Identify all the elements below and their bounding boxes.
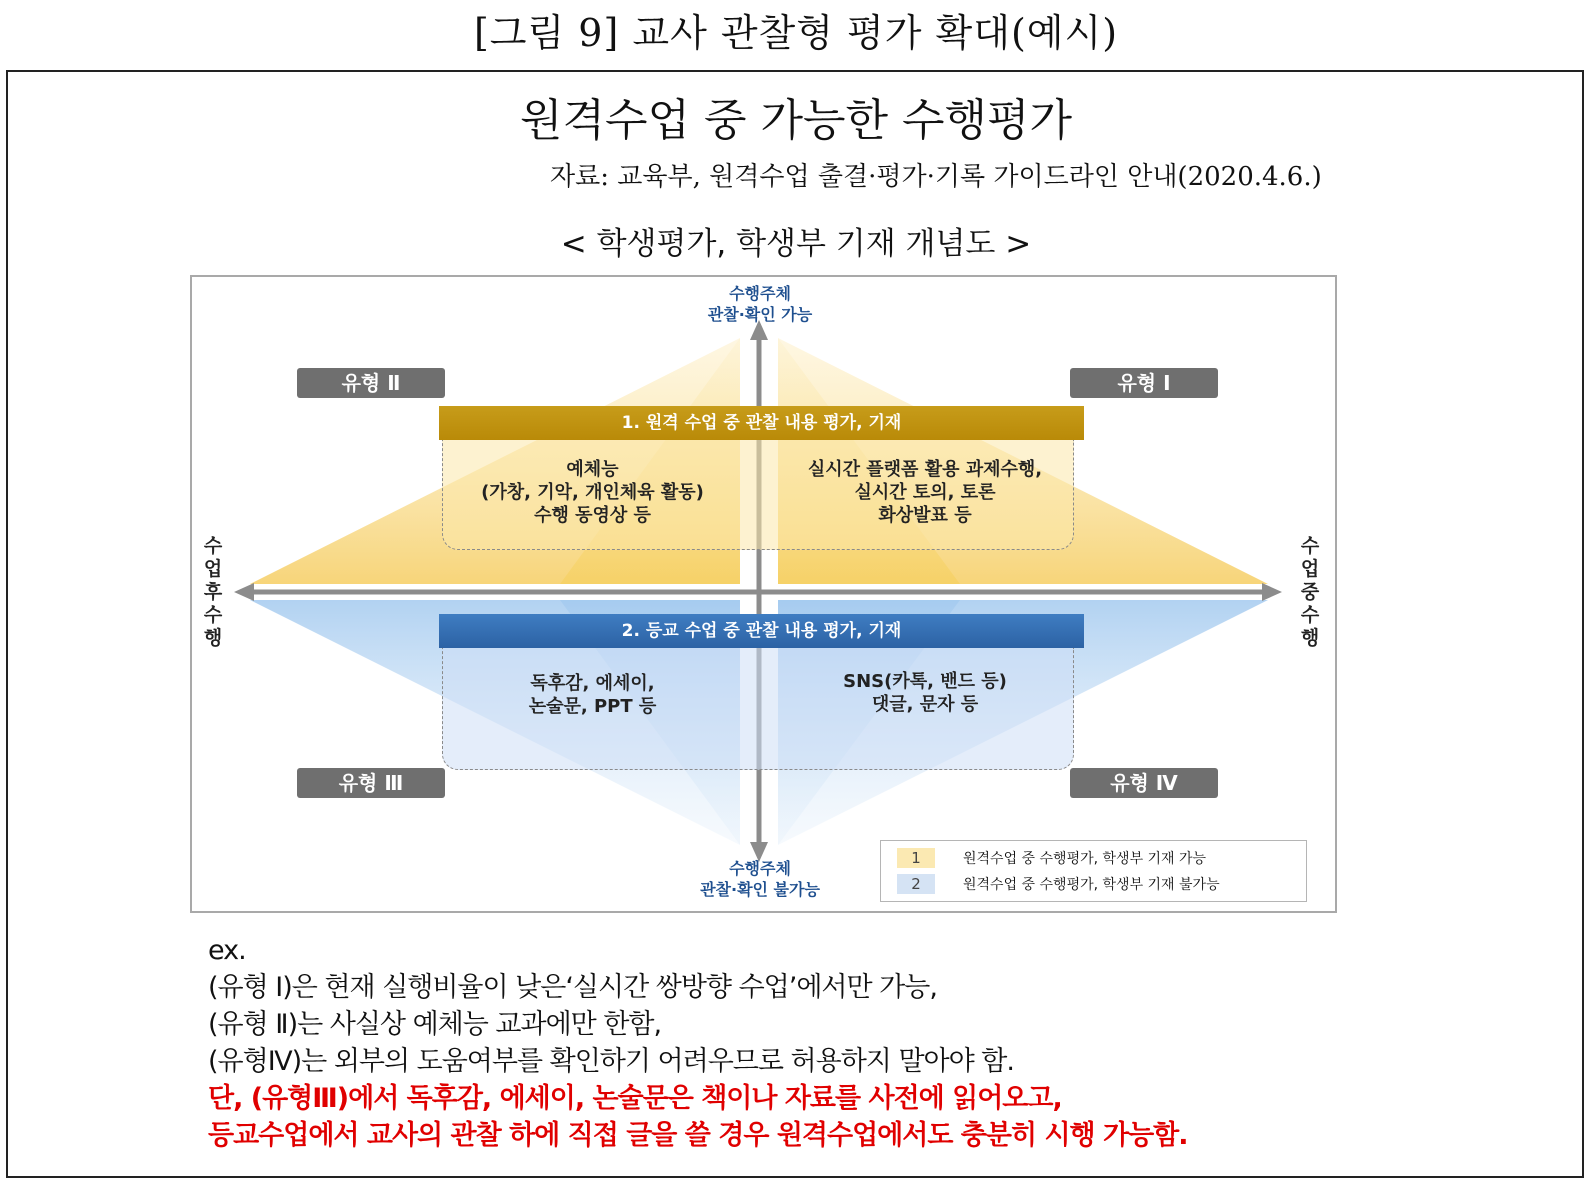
legend-swatch-1: 1 xyxy=(897,848,935,868)
type-2-badge: 유형 Ⅱ xyxy=(297,368,445,398)
legend-item-2 xyxy=(897,873,1220,895)
diagram-title: < 학생평가, 학생부 기재 개념도 > xyxy=(560,226,1032,262)
legend xyxy=(880,840,1307,902)
cell-type-2: 예체능 (가창, 기악, 개인체육 활동) 수행 동영상 등 xyxy=(481,459,704,526)
axis-top-label: 수행주체 관찰·확인 가능 xyxy=(707,284,813,324)
type-3-badge: 유형 Ⅲ xyxy=(297,768,445,798)
band-remote-class: 1. 원격 수업 중 관찰 내용 평가, 기재 xyxy=(439,406,1084,440)
figure-title: [그림 9] 교사 관찰형 평가 확대(예시) xyxy=(473,11,1119,55)
notes xyxy=(208,932,1188,1154)
cell-type-4: SNS(카톡, 밴드 등) 댓글, 문자 등 xyxy=(843,671,1007,715)
axis-arrow-right xyxy=(1262,583,1282,601)
type-4-badge: 유형 Ⅳ xyxy=(1070,768,1218,798)
note-line-3: (유형Ⅳ)는 외부의 도움여부를 확인하기 어려우므로 허용하지 말아야 함. xyxy=(208,1046,1014,1077)
band-in-person-class: 2. 등교 수업 중 관찰 내용 평가, 기재 xyxy=(439,614,1084,648)
note-ex: ex. xyxy=(208,935,246,966)
legend-item-1 xyxy=(897,847,1206,869)
axis-bottom-label: 수행주체 관찰·확인 불가능 xyxy=(700,859,820,899)
note-line-5: 등교수업에서 교사의 관찰 하에 직접 글을 쓸 경우 원격수업에서도 충분히 시행 가능함. xyxy=(208,1120,1188,1151)
note-line-4: 단, (유형Ⅲ)에서 독후감, 에세이, 논술문은 책이나 자료를 사전에 읽어오고, xyxy=(208,1083,1062,1114)
cell-type-3: 독후감, 에세이, 논술문, PPT 등 xyxy=(528,673,657,717)
note-line-1: (유형 Ⅰ)은 현재 실행비율이 낮은‘실시간 쌍방향 수업’에서만 가능, xyxy=(208,972,937,1003)
legend-label-1: 원격수업 중 수행평가, 학생부 기재 가능 xyxy=(963,851,1207,867)
source-citation: 자료: 교육부, 원격수업 출결·평가·기록 가이드라인 안내(2020.4.6.) xyxy=(550,162,1322,192)
note-line-2: (유형 Ⅱ)는 사실상 예체능 교과에만 한함, xyxy=(208,1009,662,1040)
type-1-badge: 유형 Ⅰ xyxy=(1070,368,1218,398)
legend-swatch-2: 2 xyxy=(897,874,935,894)
cell-type-1: 실시간 플랫폼 활용 과제수행, 실시간 토의, 토론 화상발표 등 xyxy=(807,459,1043,526)
axis-arrow-left xyxy=(234,583,254,601)
axis-left-label: 수업후수행 xyxy=(203,535,223,649)
legend-label-2: 원격수업 중 수행평가, 학생부 기재 불가능 xyxy=(963,877,1220,893)
axis-right-label: 수업중수행 xyxy=(1300,535,1320,649)
main-title: 원격수업 중 가능한 수행평가 xyxy=(519,95,1072,146)
